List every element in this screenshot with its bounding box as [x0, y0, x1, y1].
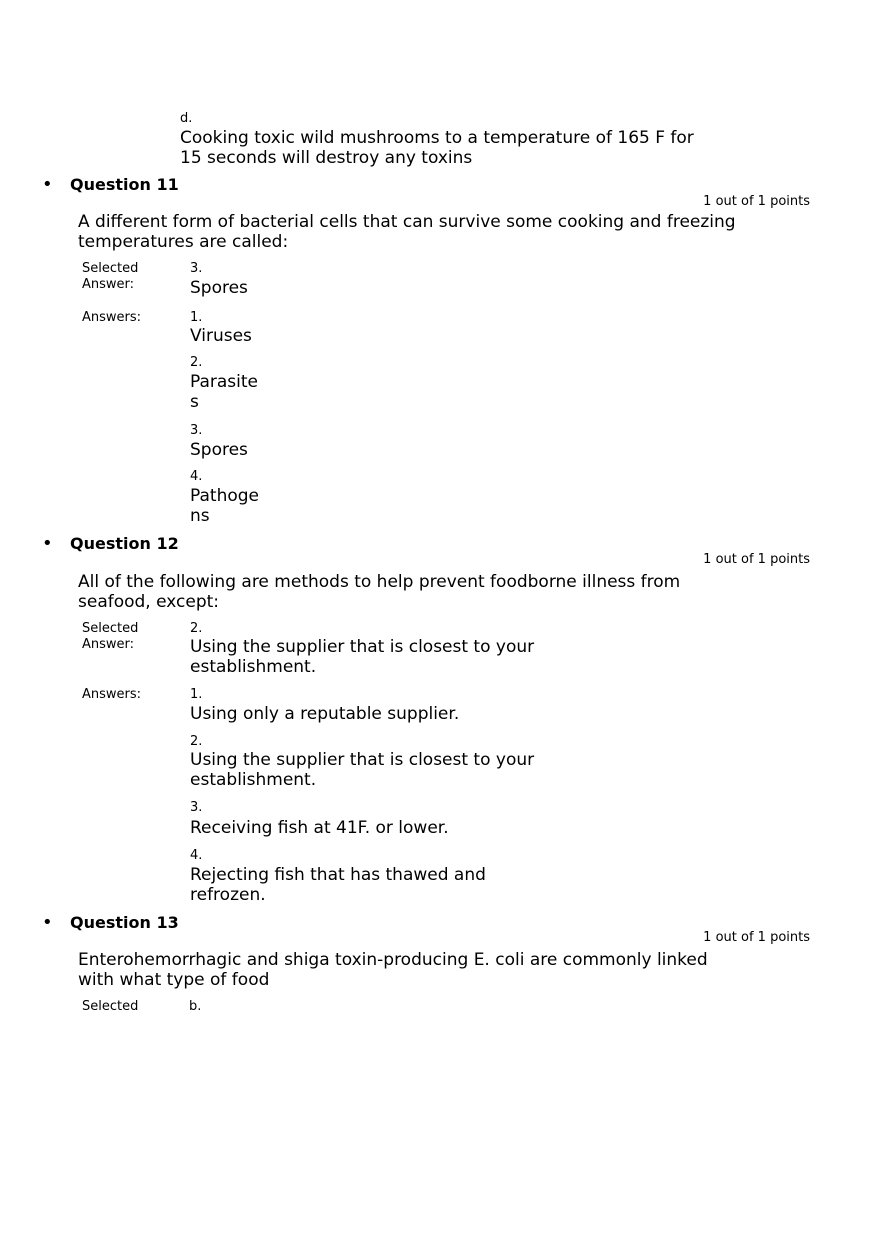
q11-answer-text: Parasites — [190, 372, 259, 412]
question-12-title: Question 12 — [70, 534, 179, 553]
q12-answer-text: Using only a reputable supplier. — [190, 704, 460, 724]
answers-label: Answers: — [82, 310, 142, 325]
prev-answer-text: Cooking toxic wild mushrooms to a temperature of 165 F for 15 seconds will destroy any toxins — [180, 128, 694, 168]
q12-answer-text: Receiving fish at 41F. or lower. — [190, 818, 449, 838]
selected-answer-label: Selected Answer: — [82, 621, 139, 652]
q12-answer-num: 2. — [190, 734, 203, 749]
question-13-title: Question 13 — [70, 913, 179, 932]
q11-selected-num: 3. — [190, 261, 203, 276]
q11-answer-num: 3. — [190, 423, 203, 438]
q12-answer-text: Using the supplier that is closest to your establishment. — [190, 750, 535, 790]
q11-answer-text: Viruses — [190, 326, 252, 346]
prev-answer-letter: d. — [180, 111, 193, 126]
q12-selected-text: Using the supplier that is closest to your establishment. — [190, 637, 535, 677]
question-12-prompt: All of the following are methods to help prevent foodborne illness from seafood, except: — [78, 572, 681, 612]
q12-answer-num: 3. — [190, 800, 203, 815]
answers-label: Answers: — [82, 687, 142, 702]
selected-answer-label: Selected — [82, 999, 139, 1014]
q11-answer-num: 1. — [190, 310, 203, 325]
q12-answer-num: 4. — [190, 848, 203, 863]
question-11-prompt: A different form of bacterial cells that can survive some cooking and freezing temperatures are called: — [78, 212, 736, 252]
question-12-points: 1 out of 1 points — [703, 552, 810, 567]
q11-answer-text: Spores — [190, 440, 248, 460]
q12-answer-text: Rejecting fish that has thawed and refrozen. — [190, 865, 486, 905]
q11-answer-num: 4. — [190, 469, 203, 484]
q11-answer-text: Pathogens — [190, 486, 259, 526]
bullet-icon: • — [42, 174, 53, 195]
bullet-icon: • — [42, 912, 53, 933]
selected-answer-label: Selected Answer: — [82, 261, 139, 292]
question-11-points: 1 out of 1 points — [703, 194, 810, 209]
question-13-points: 1 out of 1 points — [703, 930, 810, 945]
q12-selected-num: 2. — [190, 621, 203, 636]
q12-answer-num: 1. — [190, 687, 203, 702]
bullet-icon: • — [42, 533, 53, 554]
question-13-prompt: Enterohemorrhagic and shiga toxin-producing E. coli are commonly linked with what type of food — [78, 950, 708, 990]
q11-answer-num: 2. — [190, 355, 203, 370]
q11-selected-text: Spores — [190, 278, 248, 298]
question-11-title: Question 11 — [70, 175, 179, 194]
q13-selected-num: b. — [189, 999, 202, 1014]
